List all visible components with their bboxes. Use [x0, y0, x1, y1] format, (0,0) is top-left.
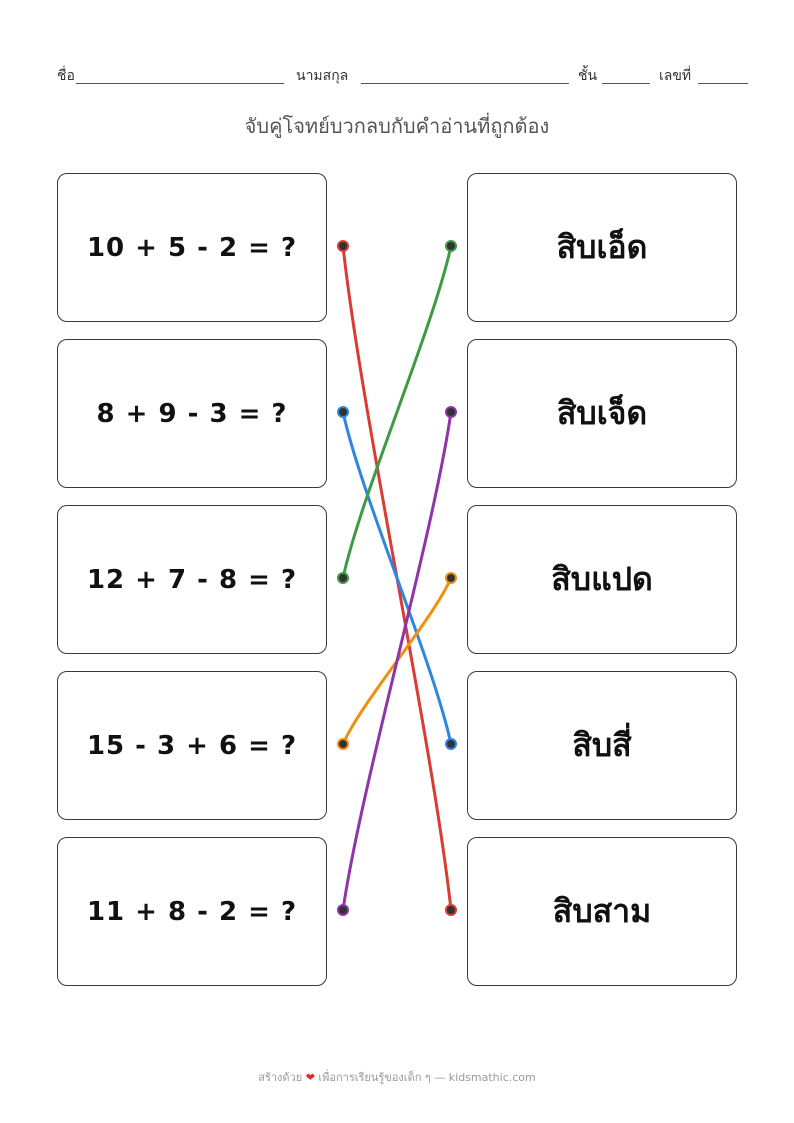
class-label: ชั้น — [578, 68, 598, 84]
footer-suffix: เพื่อการเรียนรู้ของเด็ก ๆ — kidsmathic.com — [318, 1071, 536, 1084]
connector-line — [343, 412, 451, 744]
right-connector-dot[interactable] — [446, 241, 456, 251]
number-label: เลขที่ — [659, 68, 692, 84]
answer-text: สิบแปด — [551, 560, 653, 598]
footer-prefix: สร้างด้วย — [258, 1071, 303, 1084]
problem-text: 10 + 5 - 2 = ? — [86, 232, 298, 263]
right-connector-dot[interactable] — [446, 905, 456, 915]
heart-icon: ❤ — [305, 1071, 315, 1084]
left-connector-dot[interactable] — [338, 241, 348, 251]
left-connector-dot[interactable] — [338, 739, 348, 749]
left-connector-dot[interactable] — [338, 407, 348, 417]
answer-text: สิบเอ็ด — [556, 228, 648, 266]
problem-text: 15 - 3 + 6 = ? — [86, 730, 298, 761]
instruction-text: จับคู่โจทย์บวกลบกับคำอ่านที่ถูกต้อง — [244, 114, 550, 138]
right-connector-dot[interactable] — [446, 573, 456, 583]
problem-text: 12 + 7 - 8 = ? — [86, 564, 298, 595]
footer — [0, 1068, 794, 1086]
left-connector-dot[interactable] — [338, 905, 348, 915]
right-connector-dot[interactable] — [446, 407, 456, 417]
right-connector-dot[interactable] — [446, 739, 456, 749]
connector-line — [343, 412, 451, 910]
answer-text: สิบสาม — [552, 892, 652, 930]
name-label: ชื่อ — [57, 68, 75, 84]
answer-text: สิบสี่ — [572, 726, 632, 764]
surname-label: นามสกุล — [296, 68, 349, 84]
answer-text: สิบเจ็ด — [556, 394, 648, 432]
problem-text: 8 + 9 - 3 = ? — [96, 398, 288, 429]
left-connector-dot[interactable] — [338, 573, 348, 583]
problem-text: 11 + 8 - 2 = ? — [86, 896, 298, 927]
connector-line — [343, 246, 451, 578]
